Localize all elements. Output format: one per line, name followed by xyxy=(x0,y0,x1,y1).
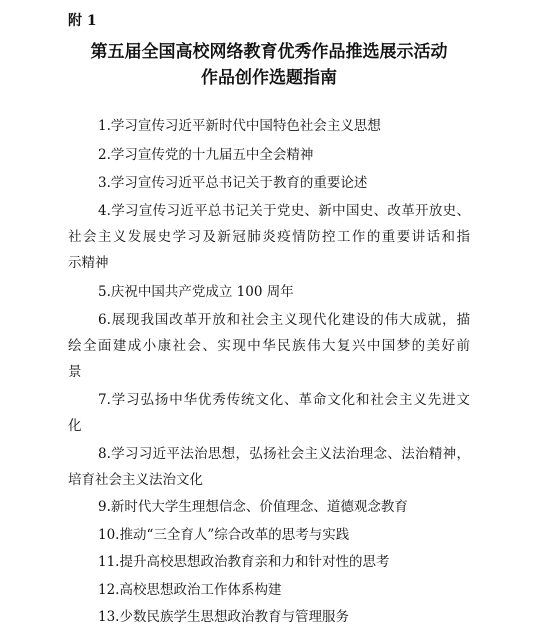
topic-line: 6.展现我国改革开放和社会主义现代化建设的伟大成就，描 xyxy=(98,312,470,328)
document-title-line-1: 第五届全国高校网络教育优秀作品推选展示活动 xyxy=(90,42,448,62)
topic-item xyxy=(68,604,470,630)
topic-line: 13.少数民族学生思想政治教育与管理服务 xyxy=(98,609,349,625)
topic-item xyxy=(68,142,470,168)
topic-item xyxy=(68,441,470,493)
topic-item xyxy=(68,494,470,520)
topic-line: 8.学习习近平法治思想，弘扬社会主义法治理念、法治精神， xyxy=(98,446,470,462)
topic-line: 12.高校思想政治工作体系构建 xyxy=(98,582,282,598)
topic-line: 4.学习宣传习近平总书记关于党史、新中国史、改革开放史、 xyxy=(98,203,470,219)
topic-item xyxy=(68,170,470,196)
topic-line: 社会主义发展史学习及新冠肺炎疫情防控工作的重要讲话和指 xyxy=(68,229,470,245)
topic-line: 7.学习弘扬中华优秀传统文化、革命文化和社会主义先进文 xyxy=(98,392,470,408)
topic-item xyxy=(68,577,470,603)
topic-line: 2.学习宣传党的十九届五中全会精神 xyxy=(98,147,314,163)
topic-line: 景 xyxy=(68,364,82,380)
topic-item xyxy=(68,522,470,548)
topic-item xyxy=(68,549,470,575)
topic-line: 9.新时代大学生理想信念、价值理念、道德观念教育 xyxy=(98,499,408,515)
topic-item xyxy=(68,113,470,139)
topic-item xyxy=(68,198,470,276)
topic-line: 10.推动“三全育人”综合改革的思考与实践 xyxy=(98,527,350,543)
topic-line: 3.学习宣传习近平总书记关于教育的重要论述 xyxy=(98,175,368,191)
document-title-line-2: 作品创作选题指南 xyxy=(201,68,337,88)
topic-line: 5.庆祝中国共产党成立 100 周年 xyxy=(98,284,294,300)
topic-line: 11.提升高校思想政治教育亲和力和针对性的思考 xyxy=(98,554,390,570)
topic-item xyxy=(68,307,470,385)
topic-line: 1.学习宣传习近平新时代中国特色社会主义思想 xyxy=(98,118,381,134)
topic-item xyxy=(68,279,470,305)
topic-line: 示精神 xyxy=(68,255,109,271)
topic-line: 培育社会主义法治文化 xyxy=(68,472,203,488)
topic-line: 化 xyxy=(68,418,82,434)
attachment-label: 附 1 xyxy=(68,13,97,29)
topic-item xyxy=(68,387,470,439)
topic-line: 绘全面建成小康社会、实现中华民族伟大复兴中国梦的美好前 xyxy=(68,338,470,354)
